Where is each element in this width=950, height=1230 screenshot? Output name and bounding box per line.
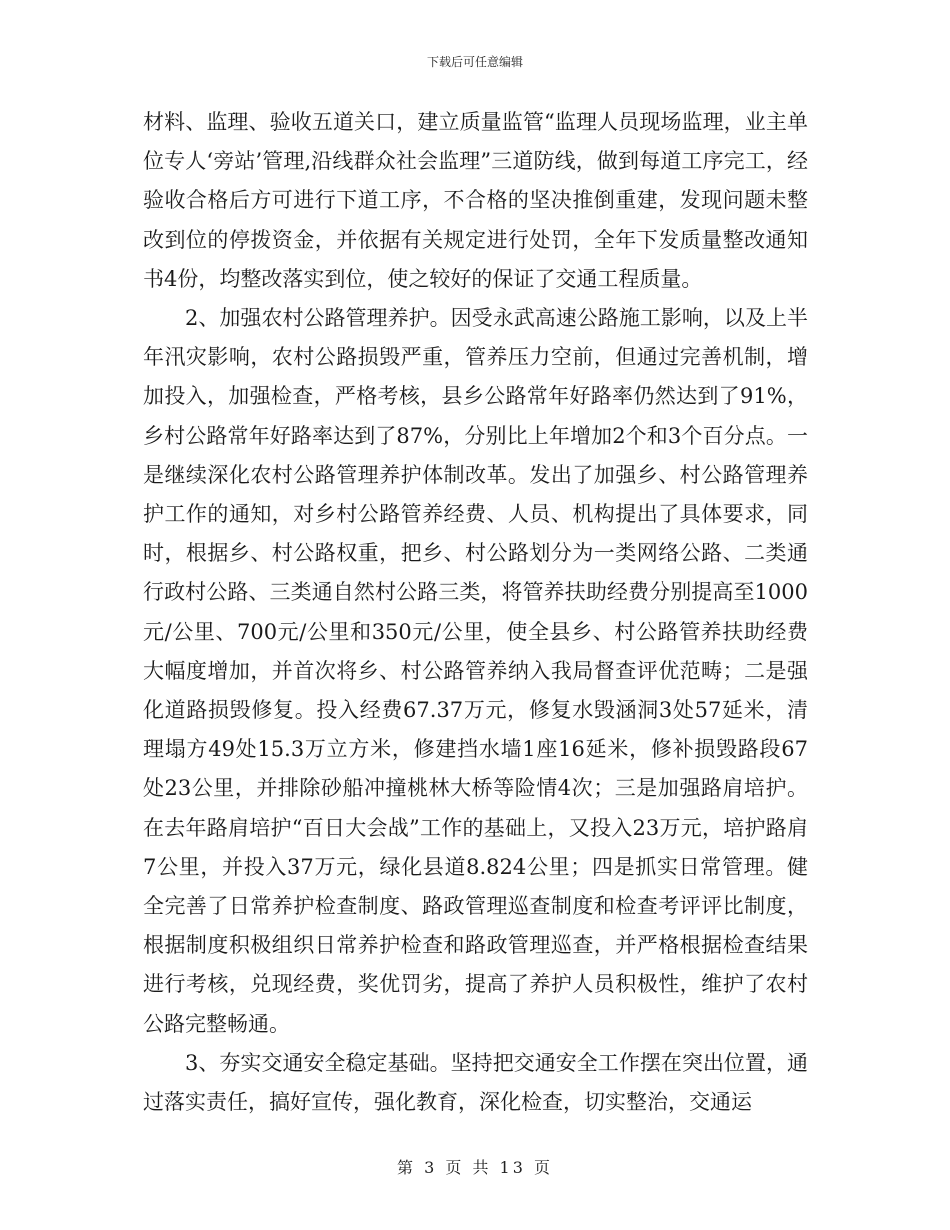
paragraph-traffic-safety: 3、夯实交通安全稳定基础。坚持把交通安全工作摆在突出位置，通过落实责任，搞好宣传，强化教育，深化检查，切实整治，交通运 [143,1050,808,1115]
paragraph-rural-road-maintenance: 2、加强农村公路管理养护。因受永武高速公路施工影响，以及上半年汛灾影响，农村公路损毁严重，管养压力空前，但通过完善机制，增加投入，加强检查，严格考核，县乡公路常年好路率仍然达到了91%，乡村公路常年好路率达到了87%，分别比上年增加2个和3个百分点。一是继续深化农村公路管理养护体制改革。发出了加强乡、村公路管理养护工作的通知，对乡村公路管养经费、人员、机构提出了具体要求，同时，根据乡、村公路权重，把乡、村公路划分为一类网络公路、二类通行政村公路、三类通自然村公路三类，将管养扶助经费分别提高至1000元/公里、700元/公里和350元/公里，使全县乡、村公路管养扶助经费大幅度增加，并首次将乡、村公路管养纳入我局督查评优范畴；二是强化道路损毁修复。投入经费67.37万元，修复水毁涵洞3处57延米，清理塌方49处15.3万立方米，修建挡水墙1座16延米，修补损毁路段67处23公里，并排除砂船冲撞桃林大桥等险情4次；三是加强路肩培护。在去年路肩培护“百日大会战”工作的基础上，又投入23万元，培护路肩7公里，并投入37万元，绿化县道8.824公里；四是抓实日常管理。健全完善了日常养护检查制度、路政管理巡查制度和检查考评评比制度，根据制度积极组织日常养护检查和路政管理巡查，并严格根据检查结果进行考核，兑现经费，奖优罚劣，提高了养护人员积极性，维护了农村公路完整畅通。 [143,306,808,1036]
paragraph-continuation: 材料、监理、验收五道关口，建立质量监管“监理人员现场监理，业主单位专人‘旁站’管理,沿线群众社会监理”三道防线，做到每道工序完工，经验收合格后方可进行下道工序，不合格的坚决推倒重建，发现问题未整改到位的停拨资金，并依据有关规定进行处罚，全年下发质量整改通知书4份，均整改落实到位，使之较好的保证了交通工程质量。 [143,110,808,291]
page-header-note: 下载后可任意编辑 [426,55,523,69]
page-number-footer: 第 3 页 共 13 页 [397,1158,553,1177]
document-body [143,103,808,1122]
